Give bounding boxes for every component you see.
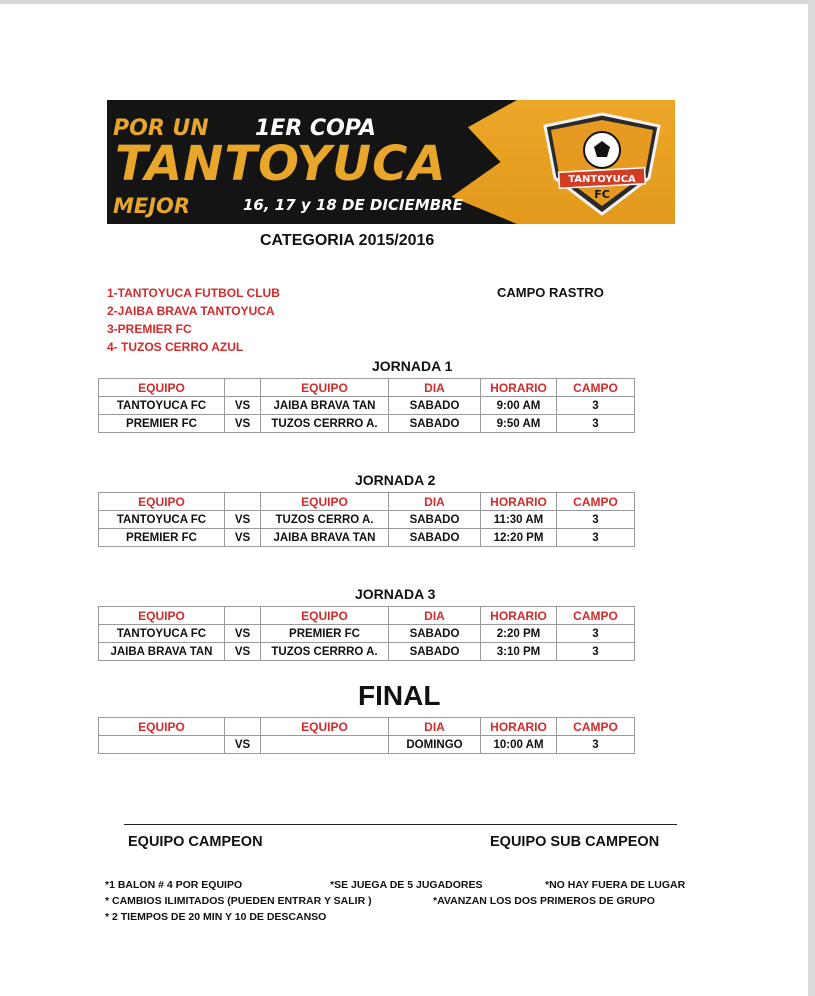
category-title: CATEGORIA 2015/2016: [260, 232, 435, 249]
header-time: HORARIO: [481, 379, 557, 397]
banner-line3-left: MEJOR: [113, 194, 191, 218]
table-row: [99, 529, 635, 547]
header-team-a: EQUIPO: [99, 493, 225, 511]
note-substitutions: * CAMBIOS ILIMITADOS (PUEDEN ENTRAR Y SALIR ): [105, 895, 372, 907]
cell-day: SABADO: [389, 625, 481, 643]
cell-field: 3: [557, 397, 635, 415]
right-edge: [808, 0, 815, 996]
table-row: [99, 643, 635, 661]
cell-day: SABADO: [389, 397, 481, 415]
table-row: [99, 415, 635, 433]
cell-day: DOMINGO: [389, 736, 481, 754]
final-title: FINAL: [358, 680, 441, 711]
cell-field: 3: [557, 415, 635, 433]
jornada-2-title: JORNADA 2: [355, 472, 436, 488]
club-crest-icon: [537, 110, 667, 218]
header-day: DIA: [389, 718, 481, 736]
note-ball: *1 BALON # 4 POR EQUIPO: [105, 879, 243, 891]
team-3: 3-PREMIER FC: [107, 322, 192, 336]
cell-vs: VS: [225, 625, 261, 643]
cell-team-b: JAIBA BRAVA TAN: [261, 397, 389, 415]
header-day: DIA: [389, 607, 481, 625]
cell-time: 10:00 AM: [481, 736, 557, 754]
cell-team-a: PREMIER FC: [99, 415, 225, 433]
cell-team-b: TUZOS CERRO A.: [261, 511, 389, 529]
crest-text: TANTOYUCA: [568, 174, 636, 185]
cell-day: SABADO: [389, 511, 481, 529]
jornada-3-title: JORNADA 3: [355, 586, 436, 602]
signature-line: [124, 824, 677, 825]
table-row: [99, 736, 635, 754]
header-team-a: EQUIPO: [99, 607, 225, 625]
cell-time: 9:00 AM: [481, 397, 557, 415]
champion-label: EQUIPO CAMPEON: [128, 834, 263, 850]
cell-field: 3: [557, 643, 635, 661]
cell-team-b: [261, 736, 389, 754]
header-blank: [225, 493, 261, 511]
cell-vs: VS: [225, 643, 261, 661]
crest-sub: FC: [594, 188, 610, 201]
header-time: HORARIO: [481, 493, 557, 511]
header-field: CAMPO: [557, 718, 635, 736]
header-time: HORARIO: [481, 718, 557, 736]
tournament-banner: [107, 100, 675, 224]
header-blank: [225, 607, 261, 625]
jornada-1-title: JORNADA 1: [372, 358, 453, 374]
cell-field: 3: [557, 529, 635, 547]
cell-vs: VS: [225, 415, 261, 433]
table-row: [99, 397, 635, 415]
table-header-row: [99, 718, 635, 736]
cell-vs: VS: [225, 511, 261, 529]
cell-time: 2:20 PM: [481, 625, 557, 643]
cell-day: SABADO: [389, 529, 481, 547]
table-header-row: [99, 379, 635, 397]
header-team-a: EQUIPO: [99, 379, 225, 397]
note-advance: *AVANZAN LOS DOS PRIMEROS DE GRUPO: [433, 895, 655, 907]
team-2: 2-JAIBA BRAVA TANTOYUCA: [107, 304, 275, 318]
header-blank: [225, 718, 261, 736]
table-header-row: [99, 493, 635, 511]
header-team-b: EQUIPO: [261, 607, 389, 625]
cell-field: 3: [557, 625, 635, 643]
note-halves: * 2 TIEMPOS DE 20 MIN Y 10 DE DESCANSO: [105, 911, 327, 923]
header-team-b: EQUIPO: [261, 493, 389, 511]
table-row: [99, 511, 635, 529]
cell-team-b: TUZOS CERRRO A.: [261, 643, 389, 661]
cell-team-a: JAIBA BRAVA TAN: [99, 643, 225, 661]
cell-day: SABADO: [389, 643, 481, 661]
cell-field: 3: [557, 511, 635, 529]
jornada-3-table: [98, 606, 635, 661]
cell-team-a: TANTOYUCA FC: [99, 511, 225, 529]
table-row: [99, 625, 635, 643]
header-day: DIA: [389, 379, 481, 397]
cell-team-b: PREMIER FC: [261, 625, 389, 643]
note-players: *SE JUEGA DE 5 JUGADORES: [330, 879, 483, 891]
cell-time: 12:20 PM: [481, 529, 557, 547]
banner-line1-right: 1ER COPA: [255, 116, 376, 141]
cell-team-b: JAIBA BRAVA TAN: [261, 529, 389, 547]
cell-vs: VS: [225, 529, 261, 547]
header-field: CAMPO: [557, 379, 635, 397]
header-team-b: EQUIPO: [261, 379, 389, 397]
cell-time: 11:30 AM: [481, 511, 557, 529]
team-4: 4- TUZOS CERRO AZUL: [107, 340, 244, 354]
banner-title: TANTOYUCA: [115, 136, 447, 192]
cell-vs: VS: [225, 397, 261, 415]
header-field: CAMPO: [557, 607, 635, 625]
table-header-row: [99, 607, 635, 625]
team-1: 1-TANTOYUCA FUTBOL CLUB: [107, 286, 280, 300]
header-time: HORARIO: [481, 607, 557, 625]
header-team-b: EQUIPO: [261, 718, 389, 736]
cell-team-a: TANTOYUCA FC: [99, 625, 225, 643]
runner-up-label: EQUIPO SUB CAMPEON: [490, 834, 660, 850]
cell-time: 9:50 AM: [481, 415, 557, 433]
cell-team-b: TUZOS CERRRO A.: [261, 415, 389, 433]
cell-team-a: TANTOYUCA FC: [99, 397, 225, 415]
jornada-1-table: [98, 378, 635, 433]
cell-vs: VS: [225, 736, 261, 754]
cell-day: SABADO: [389, 415, 481, 433]
note-offside: *NO HAY FUERA DE LUGAR: [545, 879, 686, 891]
header-day: DIA: [389, 493, 481, 511]
cell-time: 3:10 PM: [481, 643, 557, 661]
header-blank: [225, 379, 261, 397]
header-team-a: EQUIPO: [99, 718, 225, 736]
cell-team-a: PREMIER FC: [99, 529, 225, 547]
jornada-2-table: [98, 492, 635, 547]
banner-line1-left: POR UN: [113, 116, 209, 141]
header-field: CAMPO: [557, 493, 635, 511]
banner-dates: 16, 17 y 18 DE DICIEMBRE: [243, 196, 463, 214]
final-table: [98, 717, 635, 754]
field-name: CAMPO RASTRO: [497, 285, 604, 300]
cell-field: 3: [557, 736, 635, 754]
cell-team-a: [99, 736, 225, 754]
